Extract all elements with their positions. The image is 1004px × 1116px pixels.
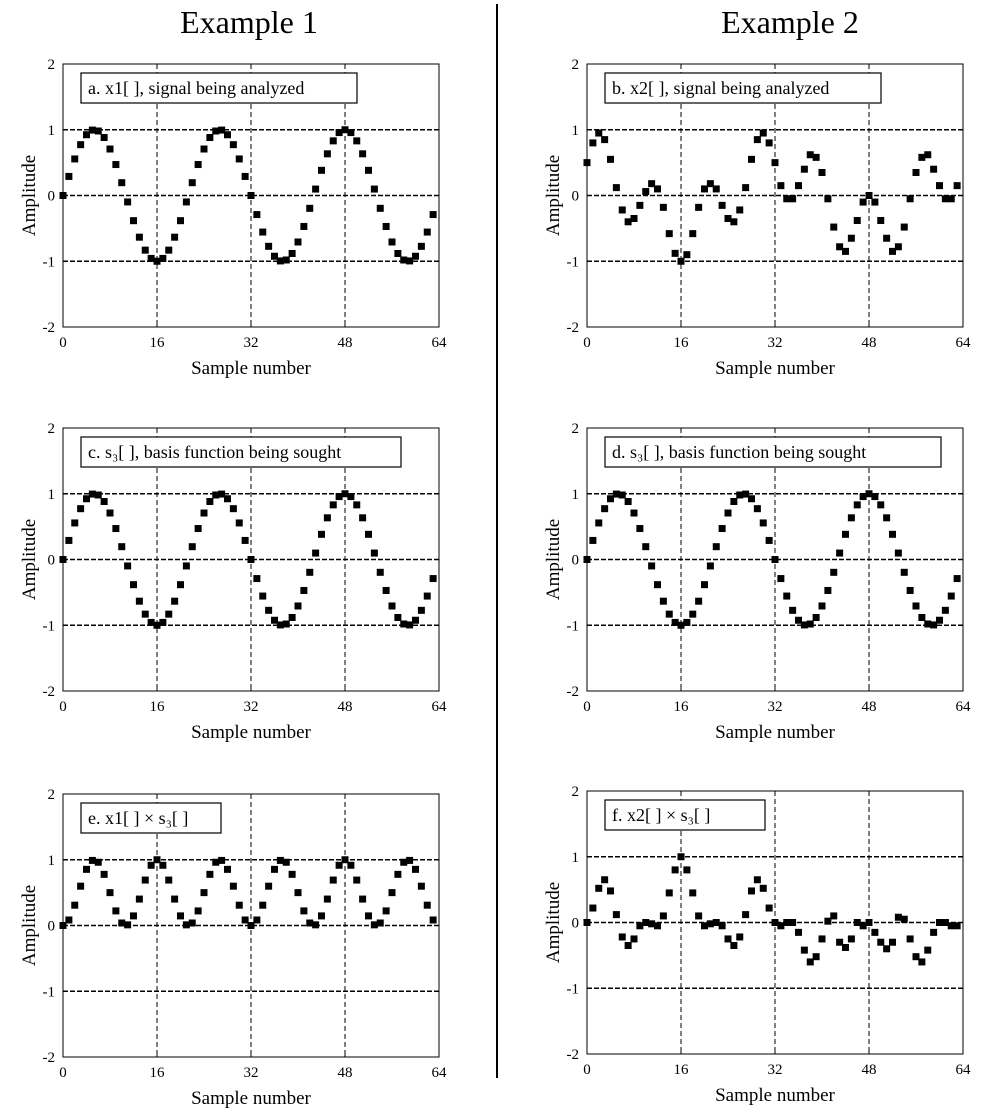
x-tick-label: 64 (431, 1065, 447, 1081)
x-tick-label: 64 (431, 335, 447, 351)
y-axis-label: Amplitude (543, 518, 564, 601)
data-point (830, 912, 837, 919)
y-tick-label: -2 (42, 320, 55, 336)
data-point (918, 958, 925, 965)
data-point (695, 912, 702, 919)
data-point (666, 889, 673, 896)
x-tick-label: 48 (861, 699, 877, 715)
y-tick-label: -2 (42, 684, 55, 700)
y-tick-label: 0 (47, 552, 55, 569)
y-tick-label: 2 (571, 421, 579, 437)
y-axis-label: Amplitude (19, 154, 40, 237)
data-point (601, 876, 608, 883)
y-axis-label: Amplitude (543, 154, 564, 237)
y-tick-label: 1 (571, 122, 579, 139)
y-tick-label: -1 (566, 618, 579, 635)
data-point (883, 945, 890, 952)
y-tick-label: -1 (42, 618, 55, 635)
x-tick-label: 0 (59, 1065, 67, 1081)
y-tick-label: 1 (47, 122, 55, 139)
data-point (813, 953, 820, 960)
data-point (930, 929, 937, 936)
x-axis-label: Sample number (191, 358, 311, 379)
data-point (660, 912, 667, 919)
y-tick-label: 2 (571, 57, 579, 73)
x-tick-label: 48 (337, 1065, 353, 1081)
y-tick-label: -2 (566, 1047, 579, 1063)
data-point (789, 919, 796, 926)
data-point (725, 935, 732, 942)
data-point (871, 929, 878, 936)
data-point (730, 942, 737, 949)
x-tick-label: 16 (149, 1065, 165, 1081)
data-point (589, 905, 596, 912)
x-tick-label: 0 (59, 699, 67, 715)
y-axis-label: Amplitude (19, 518, 40, 601)
legend-label: d. s₃[ ], basis function being sought (612, 442, 867, 462)
x-tick-label: 32 (243, 335, 259, 351)
y-tick-label: -2 (42, 1050, 55, 1066)
x-tick-label: 0 (583, 699, 591, 715)
x-tick-label: 32 (243, 1065, 259, 1081)
x-tick-label: 16 (149, 699, 165, 715)
data-point (889, 939, 896, 946)
data-point (584, 919, 591, 926)
data-point (907, 935, 914, 942)
y-tick-label: -1 (42, 254, 55, 271)
y-tick-label: 0 (571, 915, 579, 932)
data-point (595, 885, 602, 892)
data-point (678, 853, 685, 860)
y-tick-label: 1 (571, 849, 579, 866)
data-point (654, 922, 661, 929)
legend-label: a. x1[ ], signal being analyzed (88, 78, 305, 98)
y-tick-label: 1 (47, 852, 55, 869)
y-axis-label: Amplitude (19, 884, 40, 967)
data-point (683, 866, 690, 873)
x-axis-label: Sample number (715, 1085, 835, 1106)
data-point (924, 947, 931, 954)
y-tick-label: -2 (566, 320, 579, 336)
y-axis-label: Amplitude (543, 881, 564, 964)
x-tick-label: 0 (583, 1062, 591, 1078)
data-point (672, 866, 679, 873)
data-point (842, 944, 849, 951)
legend-label: f. x2[ ] × s₃[ ] (612, 805, 711, 825)
y-tick-label: 2 (47, 421, 55, 437)
x-tick-label: 32 (767, 699, 783, 715)
legend-label: b. x2[ ], signal being analyzed (612, 78, 830, 98)
data-point (748, 887, 755, 894)
data-point (801, 947, 808, 954)
x-tick-label: 16 (149, 335, 165, 351)
data-point (607, 887, 614, 894)
x-axis-label: Sample number (191, 1088, 311, 1109)
data-point (848, 935, 855, 942)
data-point (877, 939, 884, 946)
y-tick-label: -1 (42, 984, 55, 1001)
data-point (766, 905, 773, 912)
data-point (866, 919, 873, 926)
data-point (736, 933, 743, 940)
x-tick-label: 48 (337, 699, 353, 715)
data-point (619, 933, 626, 940)
x-tick-label: 32 (243, 699, 259, 715)
data-point (631, 935, 638, 942)
data-point (819, 935, 826, 942)
data-point (625, 942, 632, 949)
y-tick-label: 1 (571, 486, 579, 503)
x-axis-label: Sample number (715, 722, 835, 743)
x-tick-label: 32 (767, 1062, 783, 1078)
x-axis-label: Sample number (191, 722, 311, 743)
data-point (901, 916, 908, 923)
x-tick-label: 64 (955, 1062, 971, 1078)
legend-label: c. s₃[ ], basis function being sought (88, 442, 342, 462)
y-tick-label: 2 (47, 57, 55, 73)
column-title-example-2: Example 2 (721, 4, 859, 40)
y-tick-label: 0 (571, 188, 579, 205)
x-tick-label: 64 (955, 699, 971, 715)
data-point (954, 922, 961, 929)
y-tick-label: 2 (571, 784, 579, 800)
x-tick-label: 16 (673, 1062, 689, 1078)
y-tick-label: 0 (47, 188, 55, 205)
data-point (760, 885, 767, 892)
x-tick-label: 32 (767, 335, 783, 351)
y-tick-label: 2 (47, 787, 55, 803)
y-tick-label: -1 (566, 254, 579, 271)
legend-label: e. x1[ ] × s₃[ ] (88, 808, 189, 828)
data-point (754, 876, 761, 883)
x-tick-label: 48 (861, 1062, 877, 1078)
y-tick-label: -2 (566, 684, 579, 700)
data-point (719, 922, 726, 929)
column-title-example-1: Example 1 (180, 4, 318, 40)
y-tick-label: 0 (571, 552, 579, 569)
y-tick-label: 0 (47, 918, 55, 935)
x-tick-label: 64 (431, 699, 447, 715)
x-axis-label: Sample number (715, 358, 835, 379)
x-tick-label: 64 (955, 335, 971, 351)
y-tick-label: 1 (47, 486, 55, 503)
x-tick-label: 48 (337, 335, 353, 351)
x-tick-label: 48 (861, 335, 877, 351)
data-point (795, 929, 802, 936)
x-tick-label: 16 (673, 335, 689, 351)
y-tick-label: -1 (566, 981, 579, 998)
data-point (742, 911, 749, 918)
x-tick-label: 0 (59, 335, 67, 351)
data-point (613, 911, 620, 918)
x-tick-label: 16 (673, 699, 689, 715)
data-point (689, 889, 696, 896)
x-tick-label: 0 (583, 335, 591, 351)
